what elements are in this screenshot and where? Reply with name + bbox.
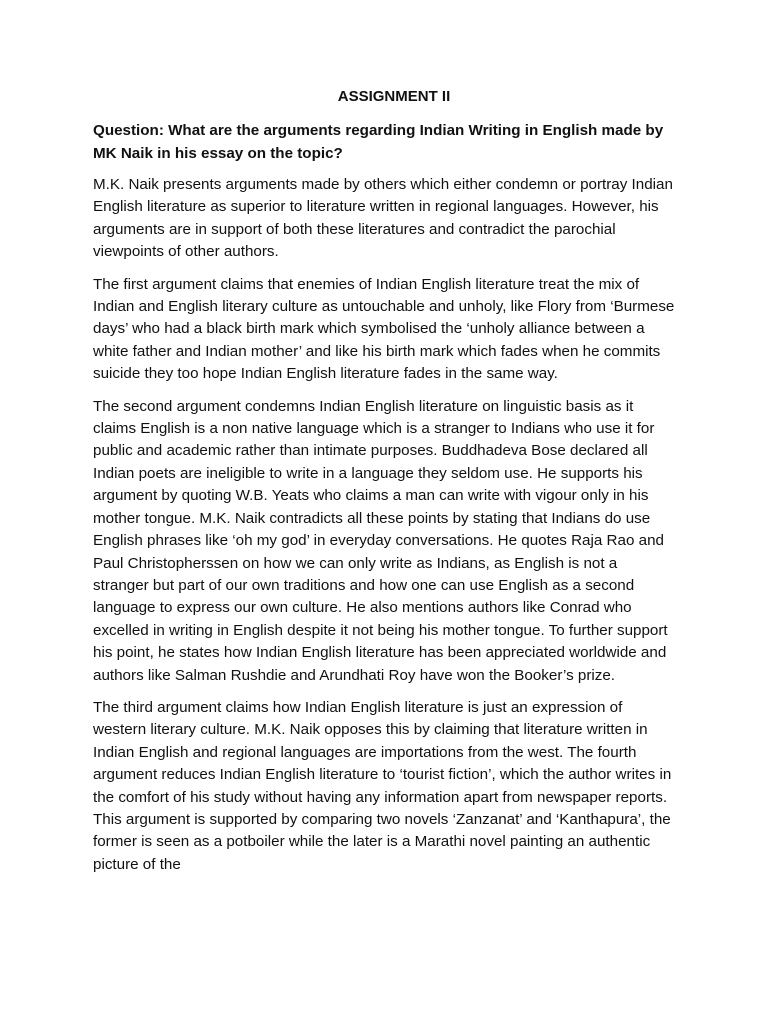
document-title: ASSIGNMENT II: [337, 88, 451, 105]
paragraph-intro: M.K. Naik presents arguments made by others which either condemn or portray Indian English literature as superior to literature written in regional languages. However, his arguments are in support of both these literatures and contradict the parochial viewpoints of other authors.: [93, 176, 673, 261]
paragraph-third-fourth-argument: The third argument claims how Indian English literature is just an expression of western literary culture. M.K. Naik opposes this by claiming that literature written in Indian English and regional languages are importations from the west. The fourth argument reduces Indian English literature to ‘tourist fiction’, which the author writes in the comfort of his study without having any information apart from newspaper reports. This argument is supported by comparing two novels ‘Zanzanat’ and ‘Kanthapura’, the former is seen as a potboiler while the later is a Marathi novel painting an authentic picture of the: [93, 698, 672, 873]
document-page: [93, 86, 675, 886]
question-text: Question: What are the arguments regarding Indian Writing in English made by MK Naik in his essay on the topic?: [93, 122, 664, 162]
paragraph-first-argument: The first argument claims that enemies of Indian English literature treat the mix of Indian and English literary culture as untouchable and unholy, like Flory from ‘Burmese days’ who had a black birth mark which symbolised the ‘unholy alliance between a white father and Indian mother’ and like his birth mark which fades when he commits suicide they too hope Indian English literature fades in the same way.: [93, 275, 675, 383]
paragraph-second-argument: The second argument condemns Indian English literature on linguistic basis as it claims English is a non native language which is a stranger to Indians who use it for public and academic rather than intimate purposes. Buddhadeva Bose declared all Indian poets are ineligible to write in a language they seldom use. He supports his argument by quoting W.B. Yeats who claims a man can write with vigour only in his mother tongue. M.K. Naik contradicts all these points by stating that Indians do use English phrases like ‘oh my god’ in everyday conversations. He quotes Raja Rao and Paul Christopherssen on how we can only write as Indians, as English is not a stranger but part of our own traditions and how one can use English as a second language to express our own culture. He also mentions authors like Conrad who excelled in writing in English despite it not being his mother tongue. To further support his point, he states how Indian English literature has been appreciated worldwide and authors like Salman Rushdie and Arundhati Roy have won the Booker’s prize.: [93, 397, 668, 684]
